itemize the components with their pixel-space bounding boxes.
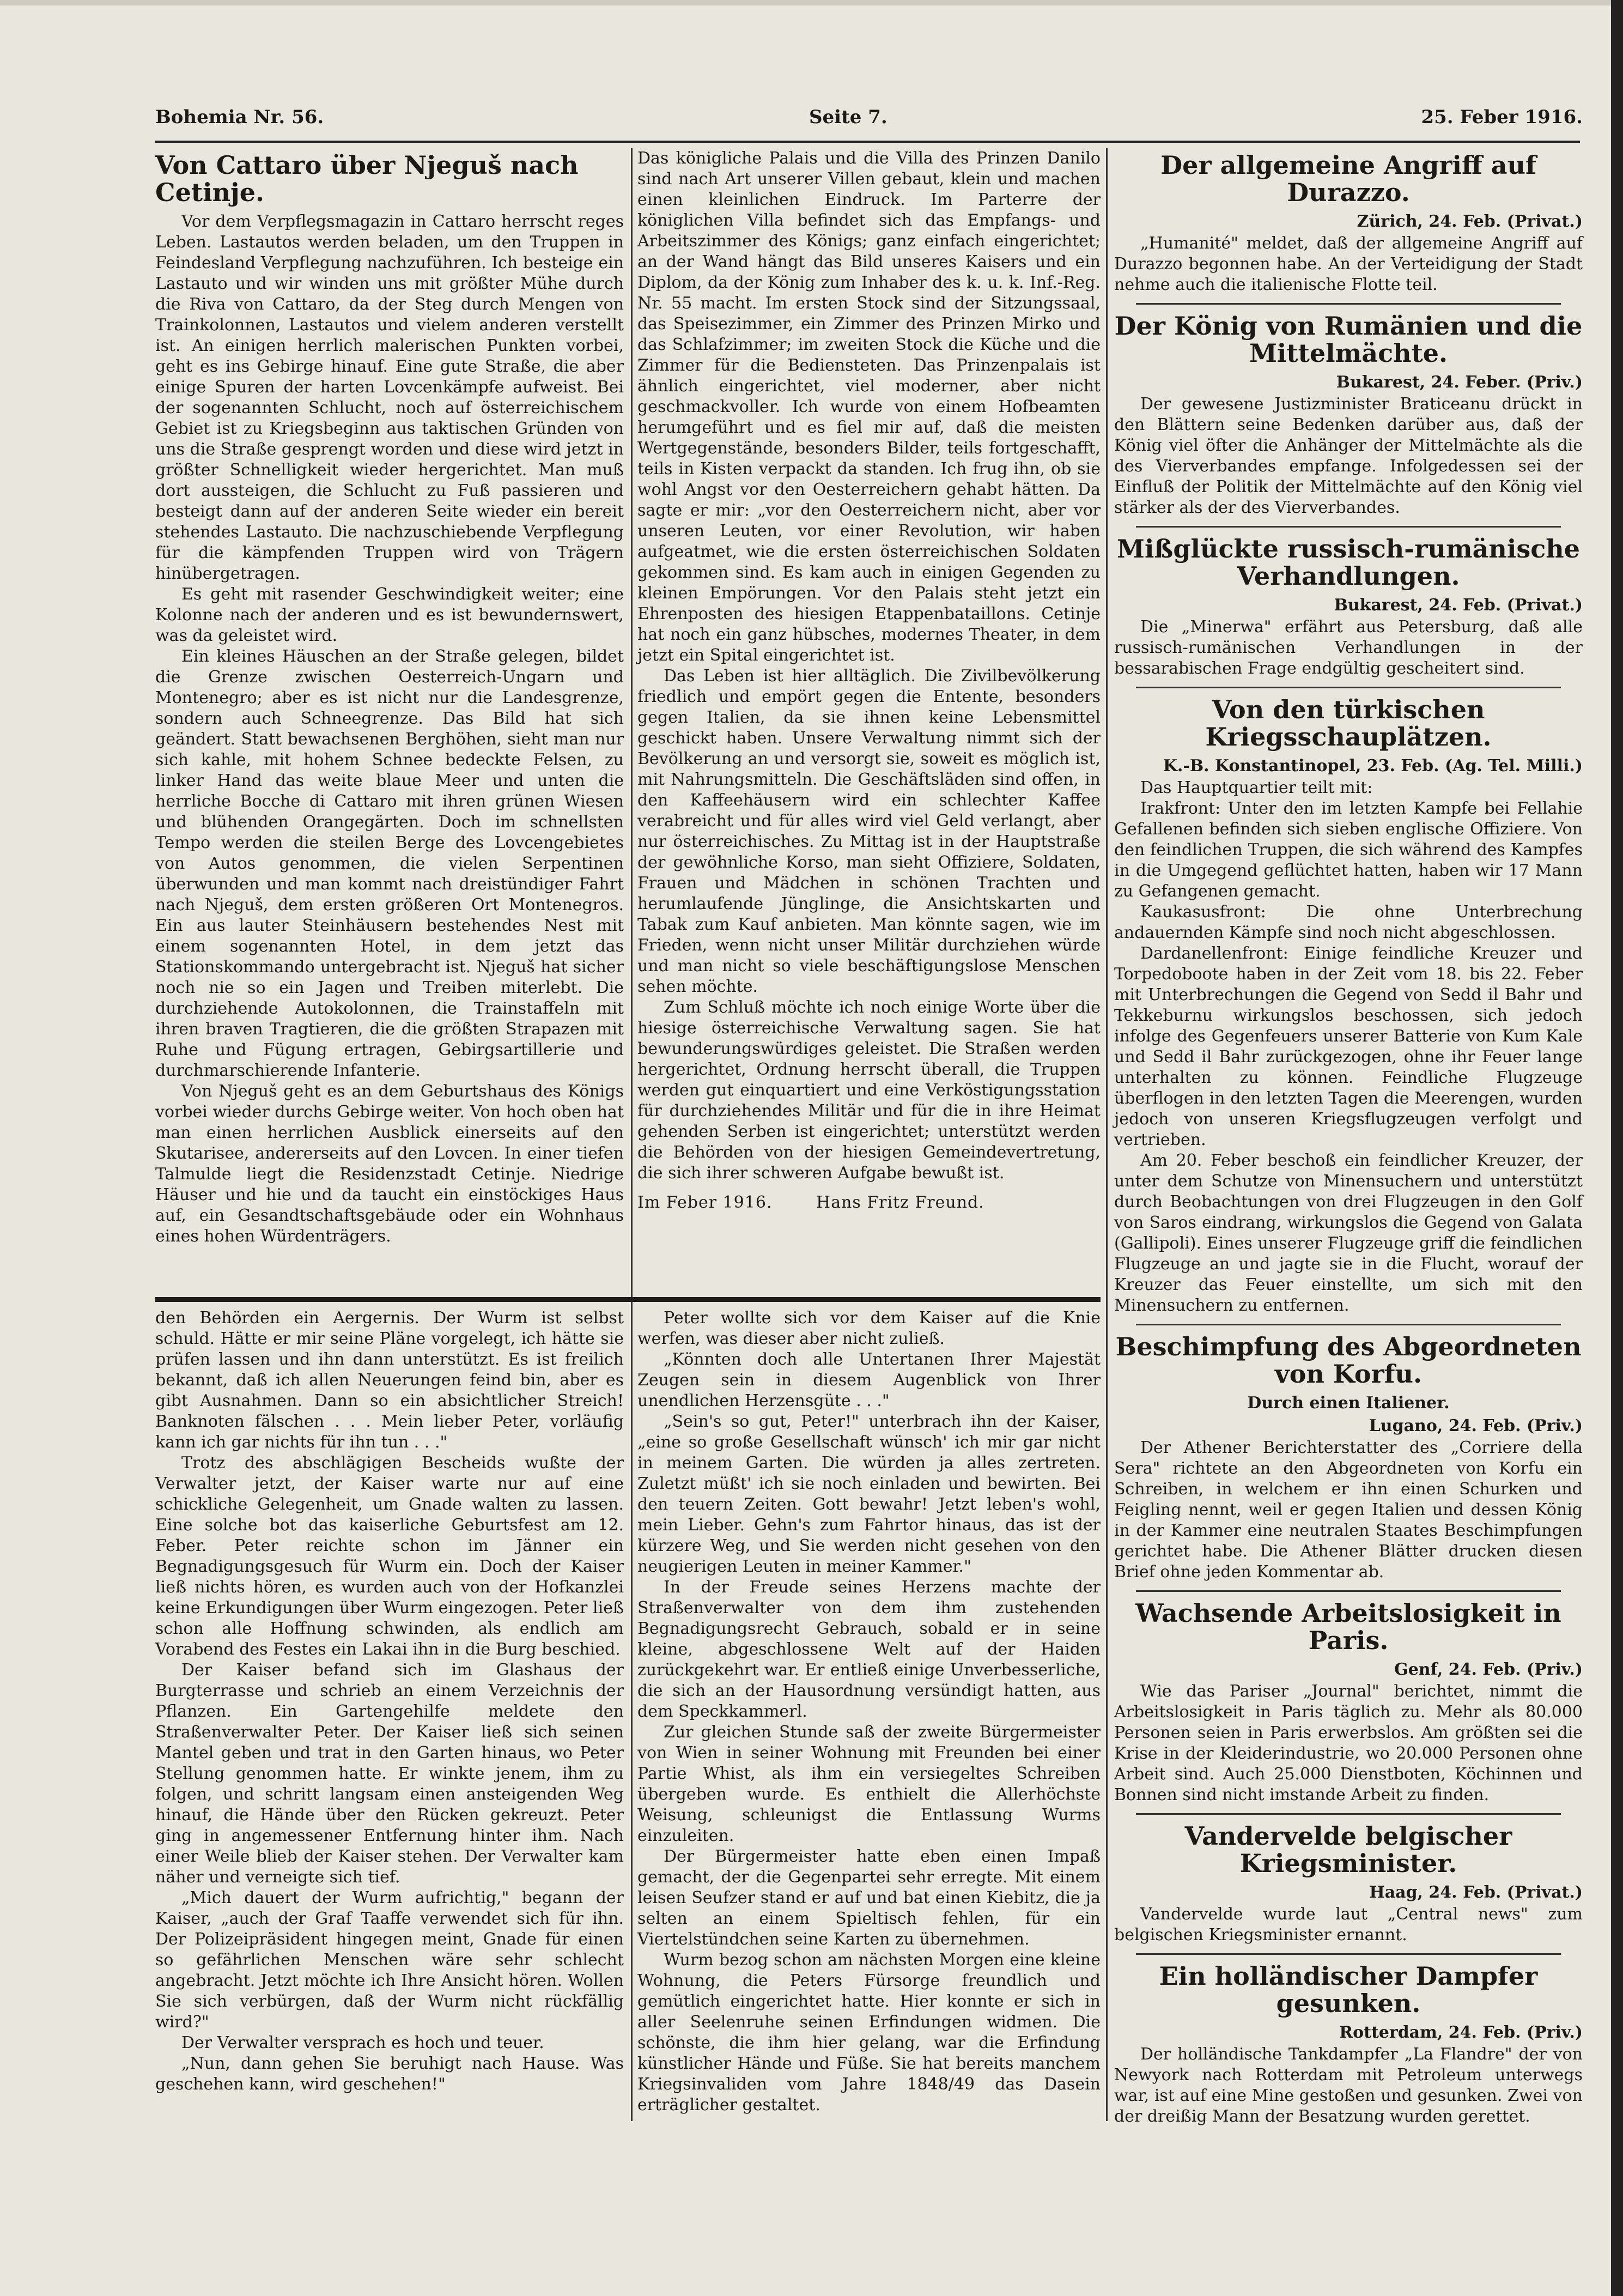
news-article bbox=[1114, 152, 1583, 295]
cattaro-headline: Von Cattaro über Njeguš nach Cetinje. bbox=[155, 150, 579, 207]
story-paragraph: den Behörden ein Aergernis. Der Wurm ist selbst schuld. Hätte er mir seine Pläne vorgelegt, ich hätte sie prüfen lassen und ihn dann unterstützt. Es ist freilich bekannt, daß ich allen Neuerungen feind bin, aber es gibt Ausnahmen. Dann so ein absichtlicher Streich! Banknoten fälschen . . . Mein lieber Peter, vorläufig kann ich gar nichts für ihn tun . . ." bbox=[155, 1308, 624, 1452]
column-rule-2 bbox=[1106, 148, 1108, 2121]
article-separator bbox=[1136, 526, 1561, 528]
news-headline: Vandervelde belgischer Kriegsminister. bbox=[1184, 1821, 1512, 1878]
news-paragraph: Dardanellenfront: Einige feindliche Kreuzer und Torpedoboote haben in der Zeit vom 18. bis 22. Feber mit Unterbrechungen die Gegend von Sedd il Bahr und Tekkeburnu wirkungslos beschossen, sich jedoch infolge des Gegenfeuers unserer Batterie von Kum Kale und Sedd il Bahr zurückgezogen, ohne ihr Feuer lange unterhalten zu können. Feindliche Flugzeuge überflogen in den letzten Tagen die Meerengen, wurden jedoch von unseren Kriegsflugzeugen verfolgt und vertrieben. bbox=[1114, 944, 1583, 1149]
cattaro-article-part1 bbox=[155, 148, 624, 1287]
cattaro-paragraph: Zum Schluß möchte ich noch einige Worte über die hiesige österreichische Verwaltung sagen. Sie hat bewunderungswürdiges geleistet. Die Straßen werden hergerichtet, Ordnung herrscht überall, die Truppen werden gut einquartiert und eine Verköstigungsstation für durchziehendes Militär und für die in ihre Heimat gehenden Serben ist eingerichtet; unterstützt werden die Behörden von der hiesigen Gemeindevertretung, die sich ihrer schweren Aufgabe bewußt ist. bbox=[637, 998, 1101, 1183]
story-paragraph: „Nun, dann gehen Sie beruhigt nach Hause. Was geschehen kann, wird geschehen!" bbox=[155, 2054, 624, 2094]
article-separator bbox=[1136, 1590, 1561, 1592]
news-article bbox=[1114, 1333, 1583, 1583]
header-date: 25. Feber 1916. bbox=[1421, 106, 1583, 128]
cattaro-paragraph: Das Leben ist hier alltäglich. Die Zivilbevölkerung friedlich und empört gegen die Entente, besonders gegen Italien, da sie ihnen keine Lebensmittel geschickt haben. Unsere Verwaltung nimmt sich der Bevölkerung an und versorgt sie, soweit es möglich ist, mit Nahrungsmitteln. Die Geschäftsläden sind offen, in den Kaffeehäusern wird ein schlechter Kaffee verabreicht und für alles wird viel Geld verlangt, aber nur österreichisches. Zu Mittag ist in der Hauptstraße der gewöhnliche Korso, man sieht Offiziere, Soldaten, Frauen und Mädchen in schönen Trachten und herumlaufende Jünglinge, die Ansichtskarten und Tabak zum Kauf anbieten. Man könnte sagen, wie im Frieden, wenn nicht unser Militär durchziehen würde und man nicht so viele beschäftigungslose Menschen sehen möchte. bbox=[637, 667, 1101, 996]
story-paragraph: Trotz des abschlägigen Bescheids wußte der Verwalter jetzt, der Kaiser warte nur auf eine schickliche Gelegenheit, um Gnade walten zu lassen. Eine solche bot das kaiserliche Geburtsfest am 12. Feber. Peter reichte schon im Jänner ein Begnadigungsgesuch für Wurm ein. Doch der Kaiser ließ nichts hören, es wurden auch von der Hofkanzlei keine Erkundigungen über Wurm eingezogen. Peter ließ schon alle Hoffnung schwinden, als endlich am Vorabend des Festes ein Lakai ihn in die Burg beschied. bbox=[155, 1453, 624, 1659]
news-dateline: Bukarest, 24. Feber. (Priv.) bbox=[1336, 373, 1583, 392]
news-headline: Beschimpfung des Abgeordneten von Korfu. bbox=[1115, 1332, 1582, 1389]
cattaro-signature bbox=[637, 1192, 1101, 1213]
story-paragraph: Der Kaiser befand sich im Glashaus der Burgterrasse und schrieb an einem Verzeichnis der Pflanzen. Ein Gartengehilfe meldete den Straßenverwalter Peter. Der Kaiser ließ sich seinen Mantel geben und trat in den Garten hinaus, wo Peter Stellung genommen hatte. Er winkte jenem, ihm zu folgen, und schritt langsam einen ansteigenden Weg hinauf, die Hände über den Rücken gekreuzt. Peter ging in angemessener Entfernung hinter ihm. Nach einer Weile blieb der Kaiser stehen. Der Verwalter kam näher und verneigte sich tief. bbox=[155, 1661, 624, 1887]
news-paragraph: Vandervelde wurde laut „Central news" zum belgischen Kriegsminister ernannt. bbox=[1114, 1905, 1583, 1944]
news-dateline: Zürich, 24. Feb. (Privat.) bbox=[1357, 212, 1583, 231]
news-subheadline: Durch einen Italiener. bbox=[1247, 1394, 1450, 1413]
news-dateline: K.-B. Konstantinopel, 23. Feb. (Ag. Tel. Milli.) bbox=[1163, 756, 1583, 776]
news-dateline: Haag, 24. Feb. (Privat.) bbox=[1369, 1883, 1583, 1902]
cattaro-article-part2 bbox=[637, 148, 1101, 1287]
cattaro-paragraph: Das königliche Palais und die Villa des Prinzen Danilo sind nach Art unserer Villen gebaut, klein und machen einen kleinlichen Eindruck. Im Parterre der königlichen Villa befindet sich das Empfangs- und Arbeitszimmer des Königs; ganz einfach eingerichtet; an der Wand hängt das Bild unseres Kaisers und ein Diplom, da der König zum Inhaber des k. u. k. Inf.-Reg. Nr. 55 macht. Im ersten Stock sind der Sitzungssaal, das Speisezimmer, ein Zimmer des Prinzen Mirko und das Schlafzimmer; im zweiten Stock die Küche und die Zimmer für die Bediensteten. Das Prinzenpalais ist ähnlich eingerichtet, viel moderner, aber nicht geschmackvoller. Ich wurde von einem Hofbeamten herumgeführt und es fiel mir auf, daß die meisten Wertgegenstände, besonders Bilder, teils fortgeschafft, teils in Kisten verpackt da standen. Ich frug ihn, ob sie wohl Angst vor den Oesterreichern gehabt hätten. Da sagte er mir: „vor den Oesterreichern nicht, aber vor unseren Leuten, vor einer Revolution, wir haben aufgeatmet, wie die ersten österreichischen Soldaten gekommen sind. Es kam auch in einigen Gegenden zu kleinen Empörungen. Vor den Palais steht jetzt ein Ehrenposten des hiesigen Etappenbataillons. Cetinje hat noch ein ganz hübsches, modernes Theater, in dem jetzt ein Spital eingerichtet ist. bbox=[637, 149, 1101, 665]
news-headline: Der König von Rumänien und die Mittelmächte. bbox=[1114, 311, 1583, 368]
news-column bbox=[1114, 148, 1583, 2126]
news-article bbox=[1114, 535, 1583, 679]
cattaro-paragraph: Von Njeguš geht es an dem Geburtshaus des Königs vorbei wieder durchs Gebirge weiter. Von hoch oben hat man einen herrlichen Ausblick einerseits auf den Skutarisee, andererseits auf den Lovcen. In einer tiefen Talmulde liegt die Residenzstadt Cetinje. Niedrige Häuser und hie und da taucht ein einstöckiges Haus auf, ein Gesandtschaftsgebäude oder ein Wohnhaus eines hohen Würdenträgers. bbox=[155, 1082, 624, 1246]
news-paragraph: Der Athener Berichterstatter des „Corriere della Sera" richtete an den Abgeordneten von Korfu ein Schreiben, in welchem er ihn einen Schurken und Feigling nennt, weil er gegen Italien und dessen König in der Kammer eine neutralen Staates Beschimpfungen gerichtet habe. Die Athener Blätter drucken diesen Brief ohne jeden Kommentar ab. bbox=[1114, 1438, 1583, 1582]
feuilleton-rule bbox=[155, 1297, 1101, 1302]
news-dateline: Lugano, 24. Feb. (Priv.) bbox=[1369, 1416, 1583, 1435]
news-paragraph: Wie das Pariser „Journal" berichtet, nimmt die Arbeitslosigkeit in Paris täglich zu. Mehr als 80.000 Personen seien in Paris erwerbslos. Am größten sei die Krise in der Kleiderindustrie, wo 20.000 Personen ohne Arbeit sind. Auch 25.000 Dienstboten, Köchinnen und Bonnen sind nicht imstande Arbeit zu finden. bbox=[1114, 1682, 1583, 1804]
article-separator bbox=[1136, 1324, 1561, 1325]
news-paragraph: Kaukasusfront: Die ohne Unterbrechung andauernden Kämpfe sind noch nicht abgeschlossen. bbox=[1114, 902, 1583, 942]
news-paragraph: Das Hauptquartier teilt mit: bbox=[1140, 778, 1373, 797]
news-headline: Ein holländischer Dampfer gesunken. bbox=[1159, 1961, 1538, 2018]
story-paragraph: Der Verwalter versprach es hoch und teuer. bbox=[181, 2033, 544, 2052]
story-paragraph: „Mich dauert der Wurm aufrichtig," begann der Kaiser, „auch der Graf Taaffe verwendet sich für ihn. Der Polizeipräsident hingegen meint, Gnade für einen so gefährlichen Menschen wäre sehr schlecht angebracht. Jetzt möchte ich Ihre Ansicht hören. Wollen Sie sich verbürgen, daß der Wurm nicht rückfällig wird?" bbox=[155, 1888, 624, 2032]
news-headline: Von den türkischen Kriegsschauplätzen. bbox=[1205, 695, 1492, 752]
cattaro-paragraph: Vor dem Verpflegsmagazin in Cattaro herrscht reges Leben. Lastautos werden beladen, um den Truppen in Feindesland Verpflegung nachzuführen. Ich besteige ein Lastauto und wir winden uns mit größter Mühe durch die Riva von Cattaro, da der Steg durch Mengen von Trainkolonnen, Lastautos und vielem anderen verstellt ist. An einigen herrlich malerischen Punkten vorbei, geht es ins Gebirge hinauf. Eine gute Straße, die aber einige Spuren der harten Lovcenkämpfe aufweist. Bei der sogenannten Schlucht, noch auf österreichischem Gebiet ist zu Kriegsbeginn aus taktischen Gründen von uns die Straße gesprengt worden und diese wird jetzt in größter Schnelligkeit wieder hergerichtet. Man muß dort aussteigen, die Schlucht zu Fuß passieren und besteigt dann auf der anderen Seite wieder ein bereit stehendes Lastauto. Die nachzuschiebende Verpflegung für die kämpfenden Truppen wird von Trägern hinübergetragen. bbox=[155, 212, 624, 583]
scan-top-edge bbox=[0, 0, 1623, 5]
story-paragraph: Der Bürgermeister hatte eben einen Impaß gemacht, der die Gegenpartei sehr erregte. Mit einem leisen Seufzer stand er auf und bat einen Kiebitz, die ja selten an einem Spieltisch fehlen, für ein Viertelstündchen seine Karten zu übernehmen. bbox=[637, 1847, 1101, 1949]
article-separator bbox=[1136, 1953, 1561, 1955]
news-paragraph: Irakfront: Unter den im letzten Kampfe bei Fellahie Gefallenen befinden sich sieben englische Offiziere. Von den feindlichen Truppen, die sich während des Kampfes in die Umgegend geflüchtet hatten, haben wir 17 Mann zu Gefangenen gemacht. bbox=[1114, 799, 1583, 901]
cattaro-paragraph: Ein kleines Häuschen an der Straße gelegen, bildet die Grenze zwischen Oesterreich-Ungarn und Montenegro; aber es ist nicht nur die Landesgrenze, sondern auch Schneegrenze. Das Bild hat sich geändert. Statt bewachsenen Berghöhen, sieht man nur sich kahle, mit hohem Schnee bedeckte Felsen, zu linker Hand das weite blaue Meer und unten die herrliche Bocche di Cattaro mit ihren grünen Wiesen und blühenden Orangegärten. Doch im schnellsten Tempo werden die steilen Berge des Lovcengebietes von Autos genommen, die vielen Serpentinen überwunden und man kommt nach dreistündiger Fahrt nach Njeguš, dem ersten größeren Ort Montenegros. Ein aus lauter Steinhäusern bestehendes Nest mit einem sogenannten Hotel, in dem jetzt das Stationskommando untergebracht ist. Njeguš hat sicher noch nie so ein Jagen und Treiben miterlebt. Die durchziehende Autokolonnen, die Trainstaffeln mit ihren braven Tragtieren, die die größten Strapazen mit Ruhe und Fügung ertragen, Gebirgsartillerie und durchmarschierende Infanterie. bbox=[155, 647, 624, 1080]
header-page-number: Seite 7. bbox=[809, 106, 888, 128]
news-article bbox=[1114, 1822, 1583, 1946]
news-dateline: Genf, 24. Feb. (Priv.) bbox=[1394, 1660, 1583, 1679]
news-paragraph: Der gewesene Justizminister Braticeanu drückt in den Blättern seine Bedenken darüber aus, daß der König viel öfter die Anhänger der Mittelmächte als die des Vierverbandes empfange. Infolgedessen sei der Einfluß der Politik der Mittelmächte auf den König viel stärker als der des Vierverbandes. bbox=[1114, 395, 1583, 517]
news-article bbox=[1114, 1600, 1583, 1806]
news-dateline: Rotterdam, 24. Feb. (Priv.) bbox=[1339, 2023, 1583, 2042]
news-article bbox=[1114, 696, 1583, 1316]
news-paragraph: Die „Minerwa" erfährt aus Petersburg, daß alle russisch-rumänischen Verhandlungen in der bessarabischen Frage endgültig gescheitert sind. bbox=[1114, 617, 1583, 678]
news-paragraph: Am 20. Feber beschoß ein feindlicher Kreuzer, der unter dem Schutze von Minensuchern und unterstützt durch Beobachtungen von drei Flugzeugen in den Golf von Saros eindrang, wirkungslos die Gegend von Galata (Gallipoli). Eines unserer Flugzeuge griff die feindlichen Flugzeuge an und jagte sie in die Flucht, worauf der Kreuzer das Feuer einstellte, um sich mit den Minensuchern zu entfernen. bbox=[1114, 1151, 1583, 1315]
news-article bbox=[1114, 312, 1583, 518]
cattaro-author: Hans Fritz Freund. bbox=[816, 1193, 984, 1212]
story-paragraph: In der Freude seines Herzens machte der Straßenverwalter von dem ihm zustehenden Begnadigungsrecht Gebrauch, sobald er in seine kleine, abgeschlossene Welt auf der Haiden zurückgekehrt war. Er entließ einige Unverbesserliche, die sich an der Hausordnung versündigt hatten, aus dem Speckkammerl. bbox=[637, 1578, 1101, 1721]
story-paragraph: Peter wollte sich vor dem Kaiser auf die Knie werfen, was dieser aber nicht zuließ. bbox=[637, 1308, 1101, 1348]
story-paragraph: „Sein's so gut, Peter!" unterbrach ihn der Kaiser, „eine so große Gesellschaft wünsch' ich mir gar nicht in meinem Garten. Die würden ja alles zertreten. Zuletzt müßt' ich sie noch einladen und bewirten. Bei den teuern Zeiten. Gott bewahr! Jetzt leben's wohl, mein Lieber. Gehn's zum Fahrtor hinaus, das ist der kürzere Weg, und Sie werden nicht gesehen von den neugierigen Leuten in meiner Kammer." bbox=[637, 1412, 1101, 1576]
story-paragraph: „Könnten doch alle Untertanen Ihrer Majestät Zeugen sein in diesem Augenblick von Ihrer unendlichen Herzensgüte . . ." bbox=[637, 1350, 1101, 1410]
news-paragraph: Der holländische Tankdampfer „La Flandre" der von Newyork nach Rotterdam mit Petroleum unterwegs war, ist auf eine Mine gestoßen und gesunken. Zwei von der dreißig Mann der Besatzung wurden gerettet. bbox=[1114, 2045, 1583, 2126]
scan-right-edge bbox=[1611, 0, 1623, 2296]
article-separator bbox=[1136, 303, 1561, 305]
news-headline: Mißglückte russisch-rumänische Verhandlungen. bbox=[1117, 534, 1580, 591]
story-part2 bbox=[637, 1308, 1101, 2115]
story-part1 bbox=[155, 1308, 624, 2104]
news-headline: Der allgemeine Angriff auf Durazzo. bbox=[1160, 150, 1536, 207]
article-separator bbox=[1136, 687, 1561, 688]
header-issue: Bohemia Nr. 56. bbox=[155, 106, 324, 128]
story-paragraph: Zur gleichen Stunde saß der zweite Bürgermeister von Wien in seiner Wohnung mit Freunden bei einer Partie Whist, als ihm ein versiegeltes Schreiben übergeben wurde. Es enthielt die Allerhöchste Weisung, schleunigst die Entlassung Wurms einzuleiten. bbox=[637, 1723, 1101, 1845]
header-rule bbox=[155, 141, 1580, 143]
cattaro-date: Im Feber 1916. bbox=[637, 1193, 773, 1212]
cattaro-paragraph: Es geht mit rasender Geschwindigkeit weiter; eine Kolonne nach der anderen und es ist bewundernswert, was da geleistet wird. bbox=[155, 585, 624, 645]
news-headline: Wachsende Arbeitslosigkeit in Paris. bbox=[1135, 1598, 1561, 1655]
story-paragraph: Wurm bezog schon am nächsten Morgen eine kleine Wohnung, die Peters Fürsorge freundlich und gemütlich eingerichtet hatte. Hier konnte er sich in aller Seelenruhe seinen Erfindungen widmen. Die schönste, die ihm hier gelang, war die Erfindung künstlicher Hände und Füße. Sie hat bereits manchem Kriegsinvaliden vom Jahre 1848/49 das Dasein erträglicher gestaltet. bbox=[637, 1950, 1101, 2115]
column-rule-1 bbox=[631, 148, 633, 2121]
news-dateline: Bukarest, 24. Feb. (Privat.) bbox=[1334, 596, 1583, 615]
news-paragraph: „Humanité" meldet, daß der allgemeine Angriff auf Durazzo begonnen habe. An der Verteidigung der Stadt nehme auch die italienische Flotte teil. bbox=[1114, 234, 1583, 294]
article-separator bbox=[1136, 1813, 1561, 1815]
news-article bbox=[1114, 1962, 1583, 2127]
